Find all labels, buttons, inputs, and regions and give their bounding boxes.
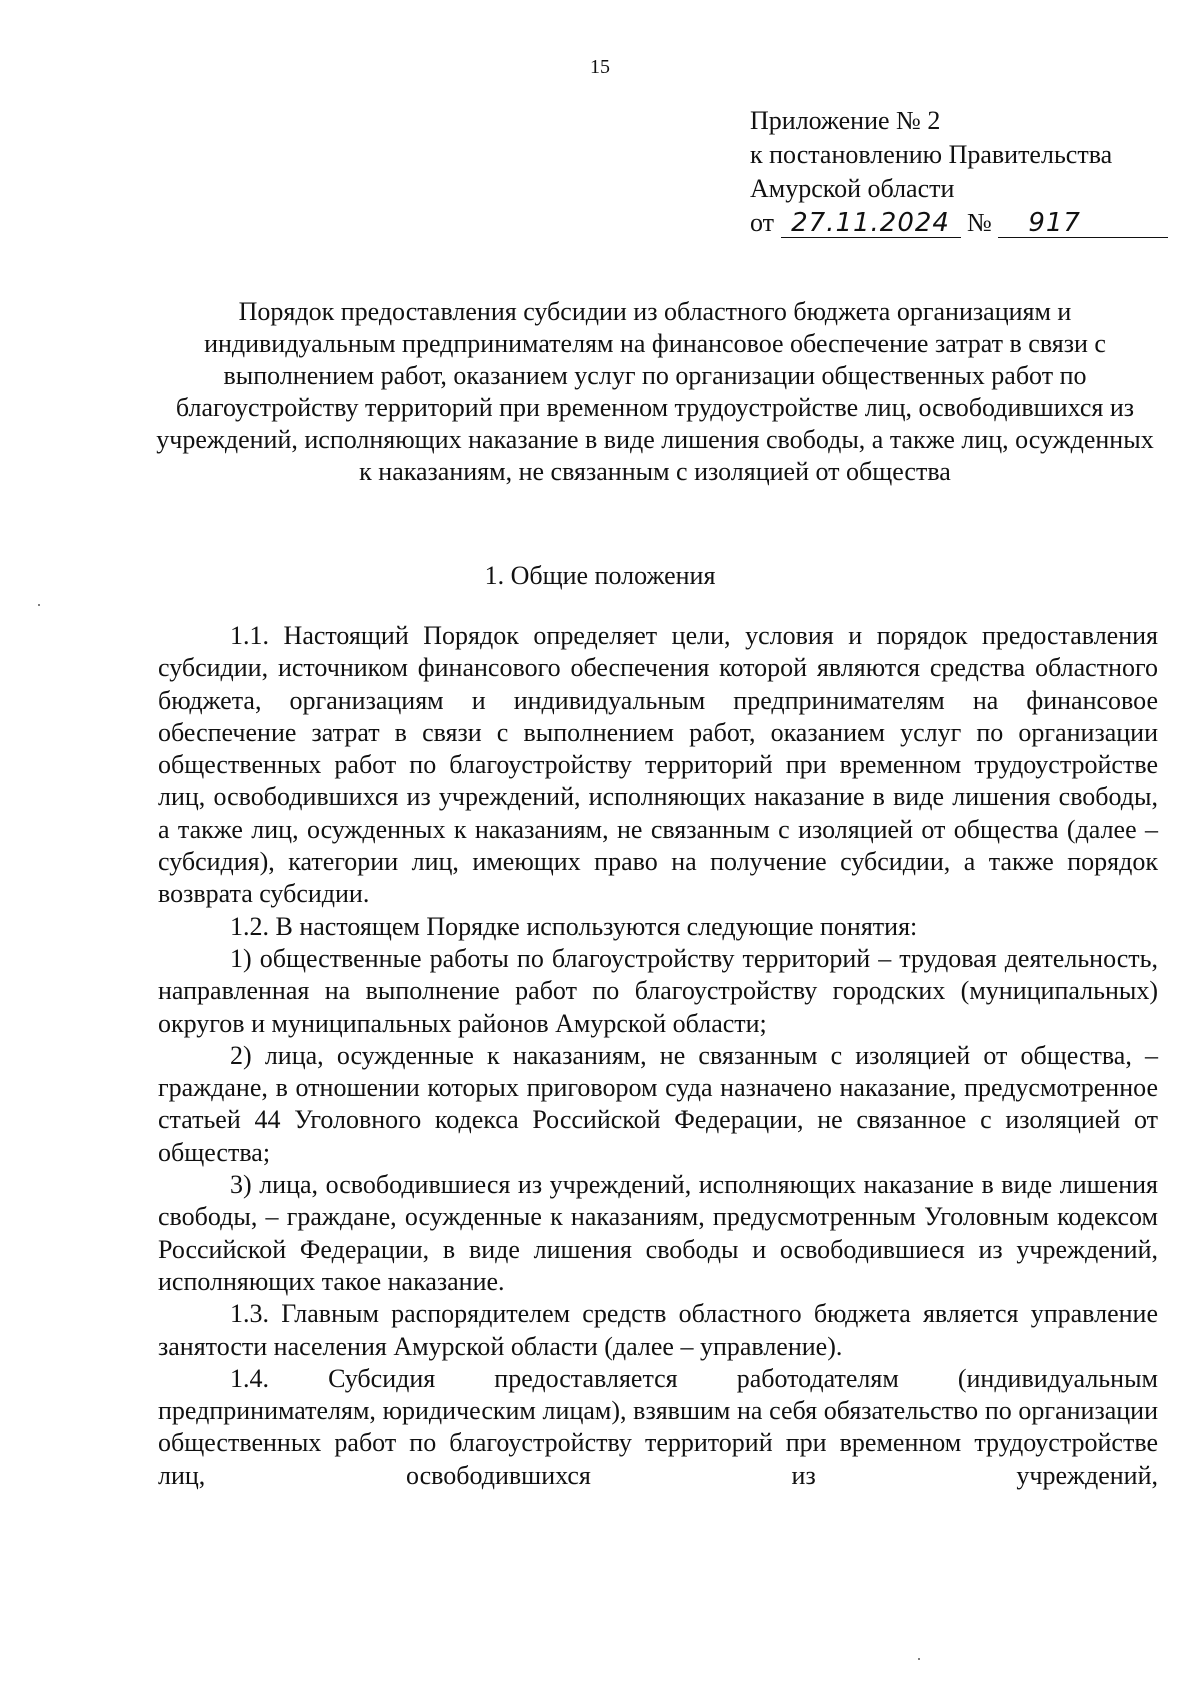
appendix-resolution-line: к постановлению Правительства [750, 140, 1113, 169]
appendix-title: Приложение № 2 [750, 106, 941, 135]
definition-3: 3) лица, освободившиеся из учреждений, исполняющих наказание в виде лишения свободы, – граждане, осужденные к наказаниям, предусмотренным Уголовным кодексом Российской Федерации, в виде лишения свободы и освободившиеся из учреждений, исполняющих такое наказание. [158, 1170, 1158, 1296]
scan-artifact-dot [38, 604, 40, 606]
page-number: 15 [590, 56, 610, 78]
section-heading: 1. Общие положения [484, 561, 716, 590]
appendix-block [750, 104, 1150, 240]
number-sign: № [967, 208, 992, 237]
paragraph-1-2: 1.2. В настоящем Порядке используются следующие понятия: [230, 911, 918, 941]
document-body [158, 620, 1158, 1492]
appendix-date-line [750, 206, 1150, 240]
paragraph-1-3: 1.3. Главным распорядителем средств областного бюджета является управление занятости населения Амурской области (далее – управление). [158, 1299, 1158, 1361]
document-title: Порядок предоставления субсидии из областного бюджета организациям и индивидуальным предпринимателям на финансовое обеспечение затрат в связи с выполнением работ, оказанием услуг по организации общественных работ по благоустройству территорий при временном трудоустройстве лиц, освободившихся из учреждений, исполняющих наказание в виде лишения свободы, а также лиц, осужденных к наказаниям, не связанным с изоляцией от общества [156, 297, 1154, 486]
definition-1: 1) общественные работы по благоустройству территорий – трудовая деятельность, направленная на выполнение работ по благоустройству городских (муниципальных) округов и муниципальных районов Амурской области; [158, 943, 1158, 1038]
paragraph-1-1: 1.1. Настоящий Порядок определяет цели, условия и порядок предоставления субсидии, источником финансового обеспечения которой являются средства областного бюджета, организациям и индивидуальным предпринимателям на финансовое обеспечение затрат в связи с выполнением работ, оказанием услуг по организации общественных работ по благоустройству территорий при временном трудоустройстве лиц, освободившихся из учреждений, исполняющих наказание в виде лишения свободы, а также лиц, осужденных к наказаниям, не связанным с изоляцией от общества (далее – субсидия), категории лиц, имеющих право на получение субсидии, а также порядок возврата субсидии. [158, 621, 1158, 909]
scan-artifact-dot [918, 1658, 920, 1660]
definition-2: 2) лица, осужденные к наказаниям, не связанным с изоляцией от общества, – граждане, в отношении которых приговором суда назначено наказание, предусмотренное статьей 44 Уголовного кодекса Российской Федерации, не связанное с изоляцией от общества; [158, 1040, 1158, 1167]
date-prefix: от [750, 208, 775, 237]
handwritten-date: 27.11.2024 [781, 209, 961, 238]
appendix-region-line: Амурской области [750, 174, 955, 203]
handwritten-number: 917 [998, 209, 1168, 238]
paragraph-1-4: 1.4. Субсидия предоставляется работодателям (индивидуальным предпринимателям, юридическим лицам), взявшим на себя обязательство по организации общественных работ по благоустройству территорий при временном трудоустройстве лиц, освободившихся из учреждений, [158, 1363, 1158, 1490]
